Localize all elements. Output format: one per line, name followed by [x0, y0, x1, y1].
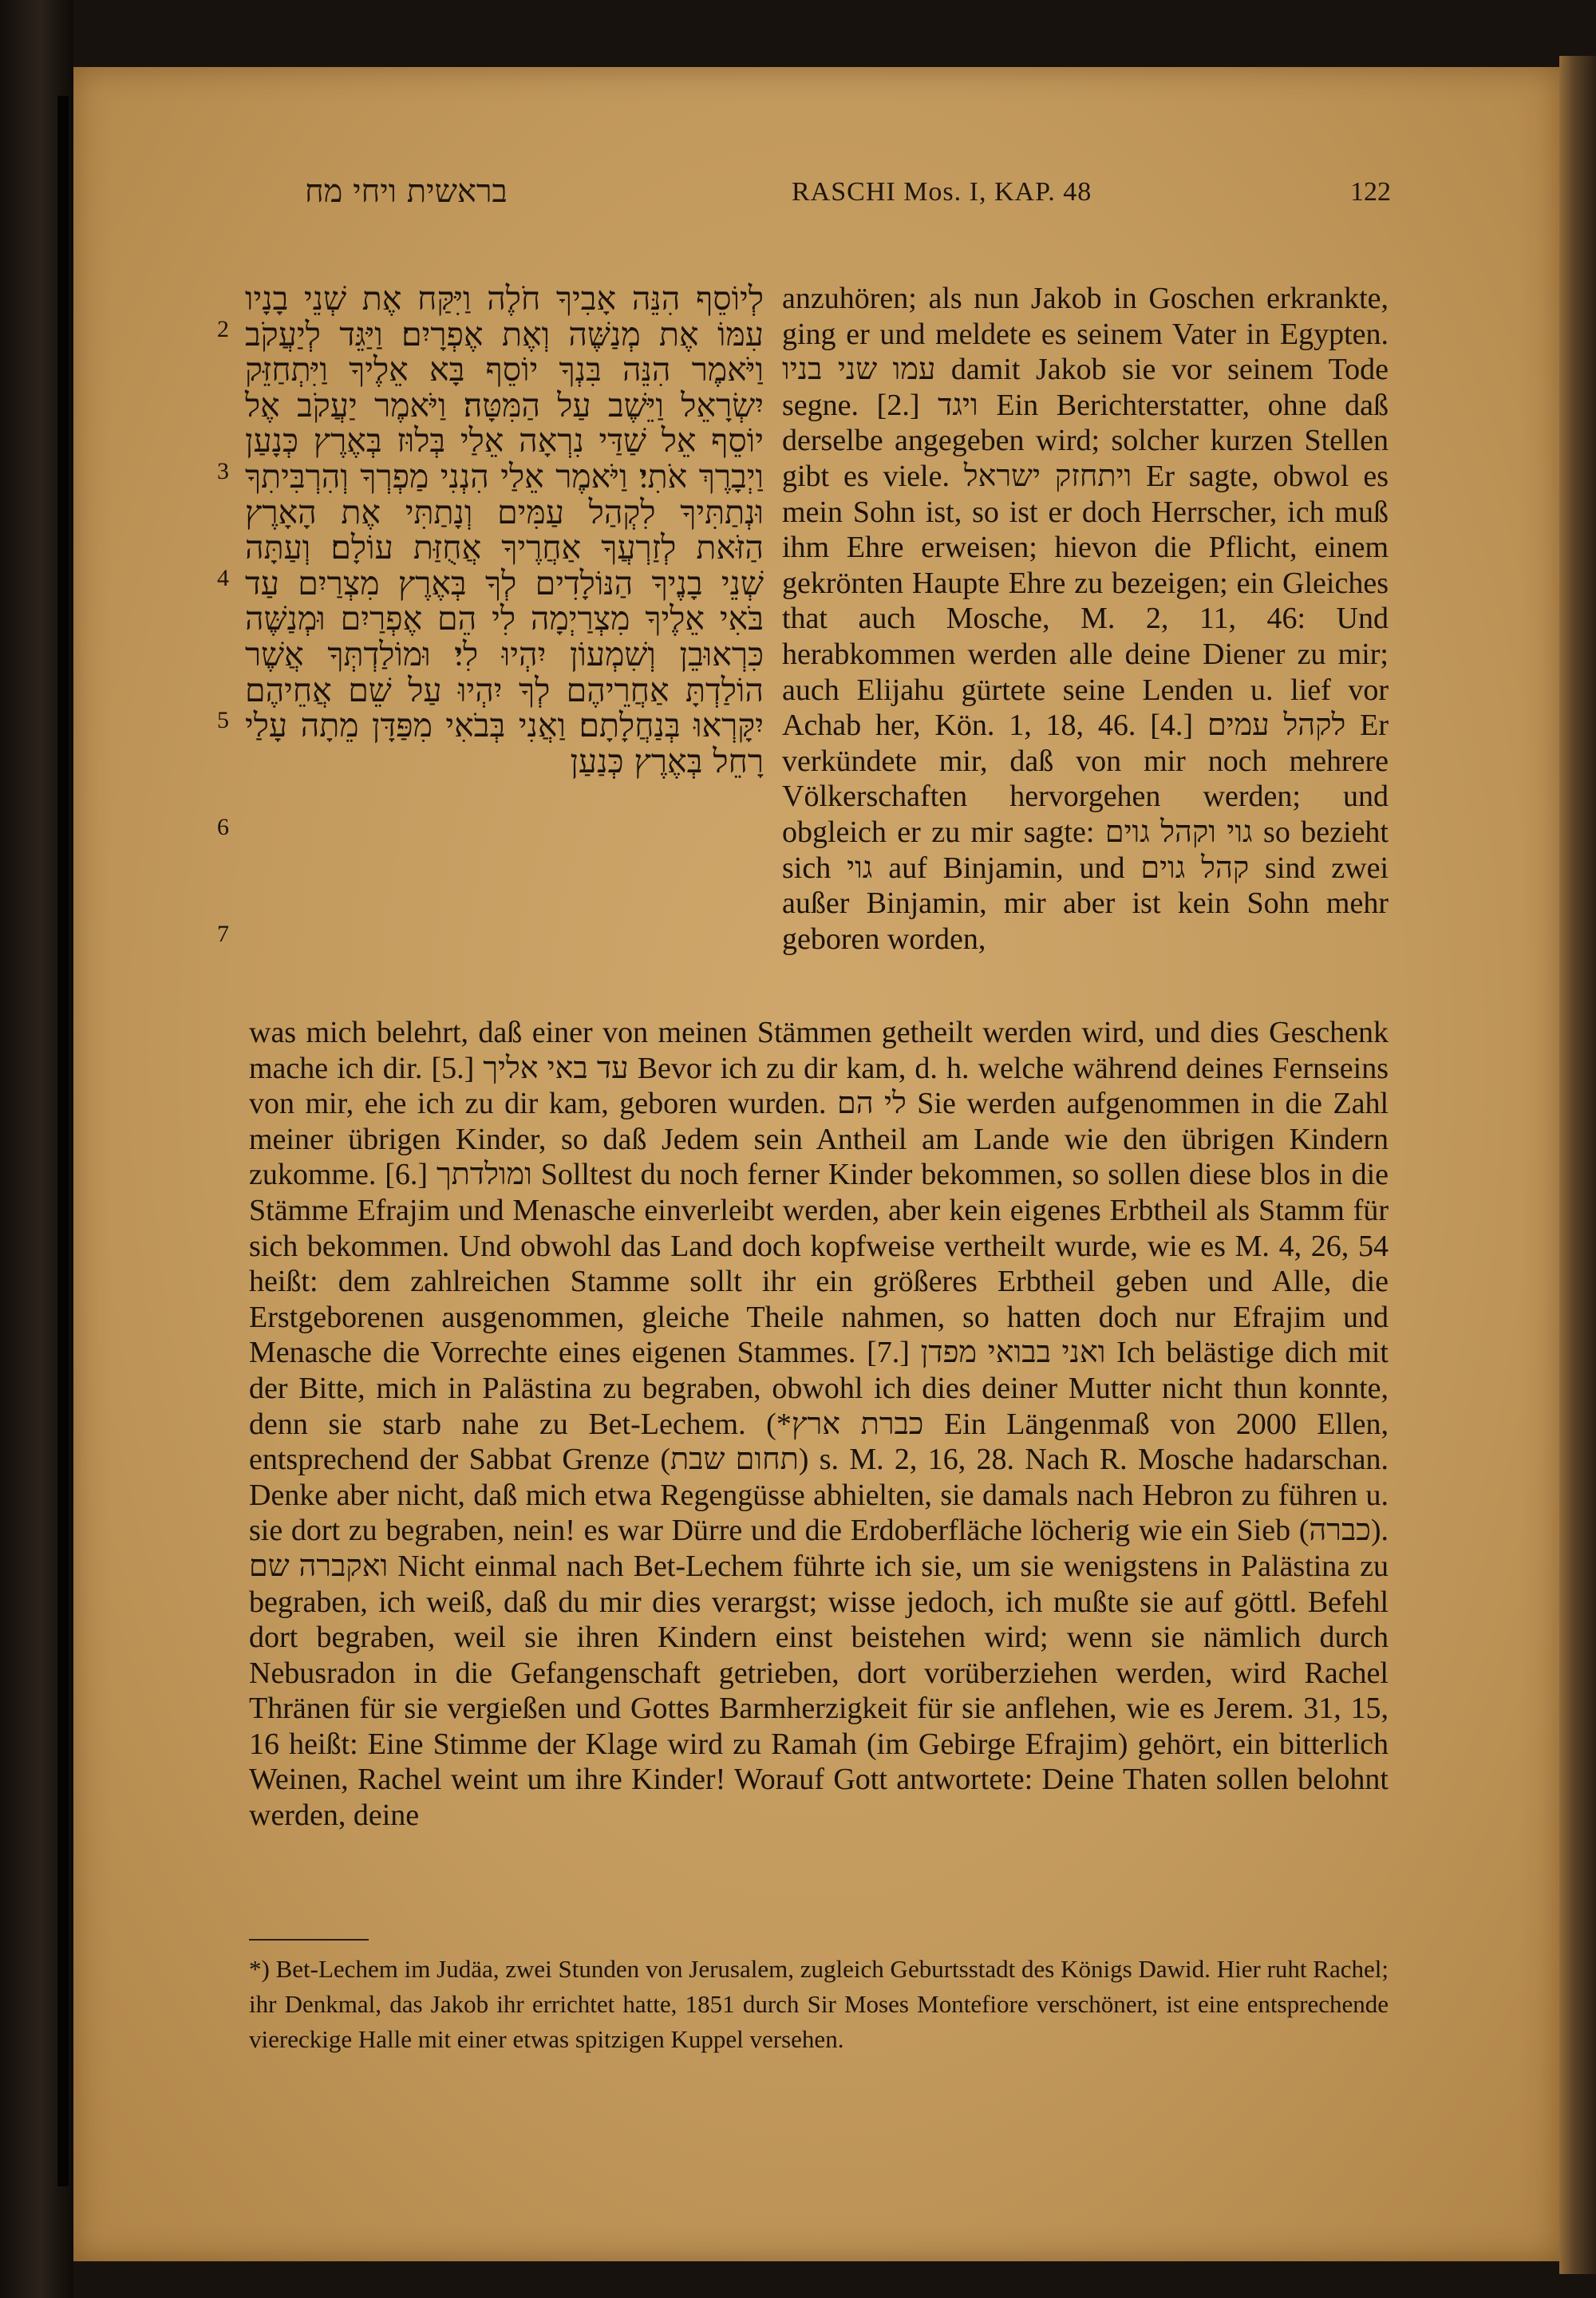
page-edge: [1559, 56, 1596, 2274]
running-header: [73, 172, 1559, 220]
verse-number: 2: [217, 316, 229, 342]
hebrew-text-column: לְיוֹסֵף הִנֵּה אָבִיךָ חֹלֶה וַיִּקַּח אֶת שְׁנֵי בָנָיו עִמּוֹ אֶת מְנַשֶּׁה וְאֶת אֶפְרָיִם׃ וַיַּגֵּד לְיַעֲקֹב וַיֹּאמֶר הִנֵּה בִּנְךָ יוֹסֵף בָּא אֵלֶיךָ וַיִּתְחַזֵּק יִשְׂרָאֵל וַיֵּשֶׁב עַל הַמִּטָּה׃ וַיֹּאמֶר יַעֲקֹב אֶל יוֹסֵף אֵל שַׁדַּי נִרְאָה אֵלַי בְּלוּז בְּאֶרֶץ כְּנָעַן וַיְבָרֶךְ אֹתִי׃ וַיֹּאמֶר אֵלַי הִנְנִי מַפְרְךָ וְהִרְבִּיתִךָ וּנְתַתִּיךָ לִקְהַל עַמִּים וְנָתַתִּי אֶת הָאָרֶץ הַזֹּאת לְזַרְעֲךָ אַחֲרֶיךָ אֲחֻזַּת עוֹלָם׃ וְעַתָּה שְׁנֵי בָנֶיךָ הַנּוֹלָדִים לְךָ בְּאֶרֶץ מִצְרַיִם עַד בֹּאִי אֵלֶיךָ מִצְרַיְמָה לִי הֵם אֶפְרַיִם וּמְנַשֶּׁה כִּרְאוּבֵן וְשִׁמְעוֹן יִהְיוּ לִי׃ וּמוֹלַדְתְּךָ אֲשֶׁר הוֹלַדְתָּ אַחֲרֵיהֶם לְךָ יִהְיוּ עַל שֵׁם אֲחֵיהֶם יִקָּרְאוּ בְּנַחֲלָתָם׃ וַאֲנִי בְּבֹאִי מִפַּדָּן מֵתָה עָלַי רָחֵל בְּאֶרֶץ כְּנַעַן: [245, 279, 764, 780]
footnote-divider: [249, 1939, 369, 1941]
verse-number: 4: [217, 565, 229, 591]
verse-number: 5: [217, 707, 229, 733]
verse-number: 6: [217, 814, 229, 840]
hebrew-running-title: בראשית ויחי מח: [305, 173, 508, 210]
commentary-body: was mich belehrt, daß einer von meinen Stämmen getheilt werden wird, und dies Geschenk mache ich dir. [5.] עד באי אליך Bevor ich zu dir kam, d. h. welche während deines Fernseins von mir, ehe ich zu dir kam, geboren wurden. לי הם Sie werden aufgenommen in die Zahl meiner übrigen Kinder, so daß Jedem sein Antheil am Lande wie den übrigen Kindern zukomme. [6.] ומולדתך Solltest du noch ferner Kinder bekommen, so sollen diese blos in die Stämme Efrajim und Menasche einverleibt werden, aber kein eigenes Erbtheil als Stamm für sich bekommen. Und obwohl das Land doch kopfweise vertheilt wurde, wie es M. 4, 26, 54 heißt: dem zahlreichen Stamme sollt ihr ein größeres Erbtheil geben und Alle, die Erstgeborenen ausgenommen, gleiche Theile nahmen, so hatten doch nur Efrajim und Menasche die Vorrechte eines eigenen Stammes. [7.] ואני בבואי מפדן Ich belästige dich mit der Bitte, mich in Palästina zu begraben, obwohl ich dies deiner Mutter nicht thun konnte, denn sie starb nahe zu Bet-Lechem. (*כברת ארץ Ein Längenmaß von 2000 Ellen, entsprechend der Sabbat Grenze (תחום שבת) s. M. 2, 16, 28. Nach R. Mosche hadarschan. Denke aber nicht, daß mich etwa Regengüsse abhielten, sie damals nach Hebron zu führen u. sie dort zu begraben, nein! es war Dürre und die Erdoberfläche löcherig wie ein Sieb (כברה). ואקברה שם Nicht einmal nach Bet-Lechem führte ich sie, um sie wenigstens in Palästina zu begraben, ich weiß, daß du mir dies verargst; wisse jedoch, ich mußte sie auf göttl. Befehl dort begraben, weil sie ihren Kindern einst beistehen wird; wenn sie nämlich durch Nebusradon in die Gefangenschaft getrieben, dort vorüberziehen werden, wird Rachel Thränen für sie vergießen und Gottes Barmherzigkeit für sie anflehen, wie es Jerem. 31, 15, 16 heißt: Eine Stimme der Klage wird zu Ramah (im Gebirge Efrajim) gehört, ein bitterlich Weinen, Rachel weint um ihre Kinder! Worauf Gott antwortete: Deine Thaten sollen belohnt werden, deine: [249, 1016, 1389, 1833]
footnote: *) Bet-Lechem im Judäa, zwei Stunden von Jerusalem, zugleich Geburtsstadt des Königs Dawid. Hier ruht Rachel; ihr Denkmal, das Jakob ihr errichtet hatte, 1851 durch Sir Moses Montefiore verschönert, ist eine entsprechende viereckige Halle mit einer etwas spitzigen Kuppel versehen.: [249, 1955, 1389, 2053]
verse-number: 3: [217, 458, 229, 484]
page-number: 122: [1350, 177, 1391, 207]
commentary-right-column: anzuhören; als nun Jakob in Goschen erkrankte, ging er und meldete es seinem Vater in Egypten. עמו שני בניו damit Jakob sie vor seinem Tode segne. [2.] ויגד Ein Berichterstatter, ohne daß derselbe angegeben wird; solcher kurzen Stellen gibt es viele. ויתחזק ישראל Er sagte, obwol es mein Sohn ist, so ist er doch Herrscher, ich muß ihm Ehre erweisen; hievon die Pflicht, einem gekrönten Haupte Ehre zu bezeigen; ein Gleiches that auch Mosche, M. 2, 11, 46: Und herabkommen werden alle deine Diener zu mir; auch Elijahu gürtete seine Lenden u. lief vor Achab her, Kön. 1, 18, 46. [4.] לקהל עמים Er verkündete mir, daß von mir noch mehrere Völkerschaften hervorgehen werden; und obgleich er zu mir sagte: גוי וקהל גוים so bezieht sich גוי auf Binjamin, und קהל גוים sind zwei außer Binjamin, mir aber ist kein Sohn mehr geboren worden,: [782, 282, 1389, 956]
verse-number: 7: [217, 921, 229, 947]
running-title: RASCHI Mos. I, KAP. 48: [792, 177, 1092, 207]
book-page: [73, 67, 1559, 2261]
book-spine: [57, 96, 69, 2186]
